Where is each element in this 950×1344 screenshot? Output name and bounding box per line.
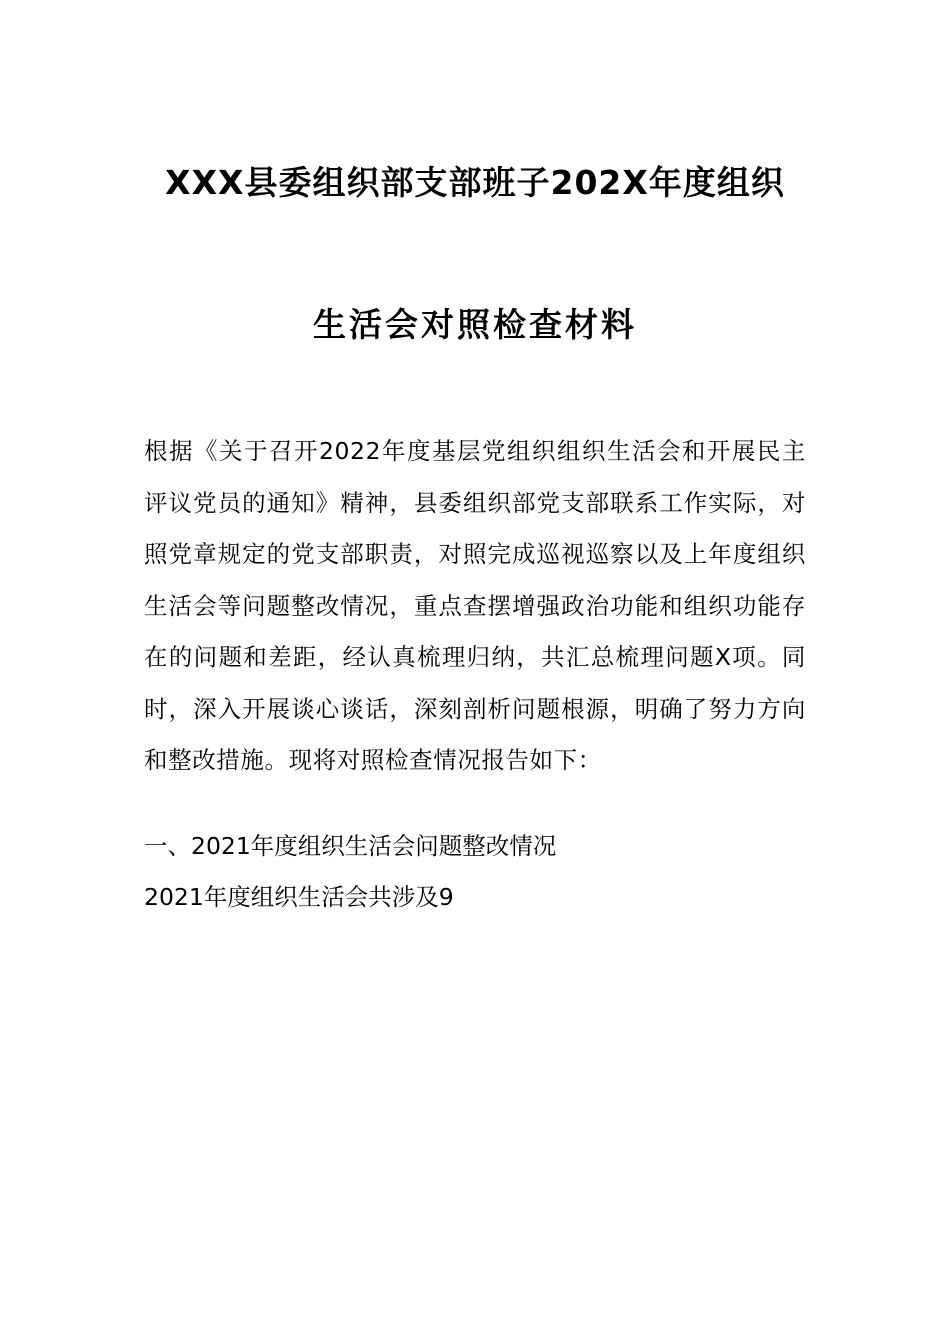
section-1-text: 2021年度组织生活会共涉及9 — [144, 883, 454, 911]
intro-paragraph: 根据《关于召开2022年度基层党组织组织生活会和开展民主评议党员的通知》精神，县委组织部党支部联系工作实际，对照党章规定的党支部职责，对照完成巡视巡察以及上年度组织生活会等问题整改情况，重点查摆增强政治功能和组织功能存在的问题和差距，经认真梳理归纳，共汇总梳理问题X项。同时，深入开展谈心谈话，深刻剖析问题根源，明确了努力方向和整改措施。现将对照检查情况报告如下： — [144, 437, 806, 774]
section-1-heading: 一、2021年度组织生活会问题整改情况 — [144, 832, 557, 860]
document-title-line-1: XXX县委组织部支部班子202X年度组织 — [165, 163, 785, 202]
document-title-line-2: 生活会对照检查材料 — [313, 305, 637, 344]
